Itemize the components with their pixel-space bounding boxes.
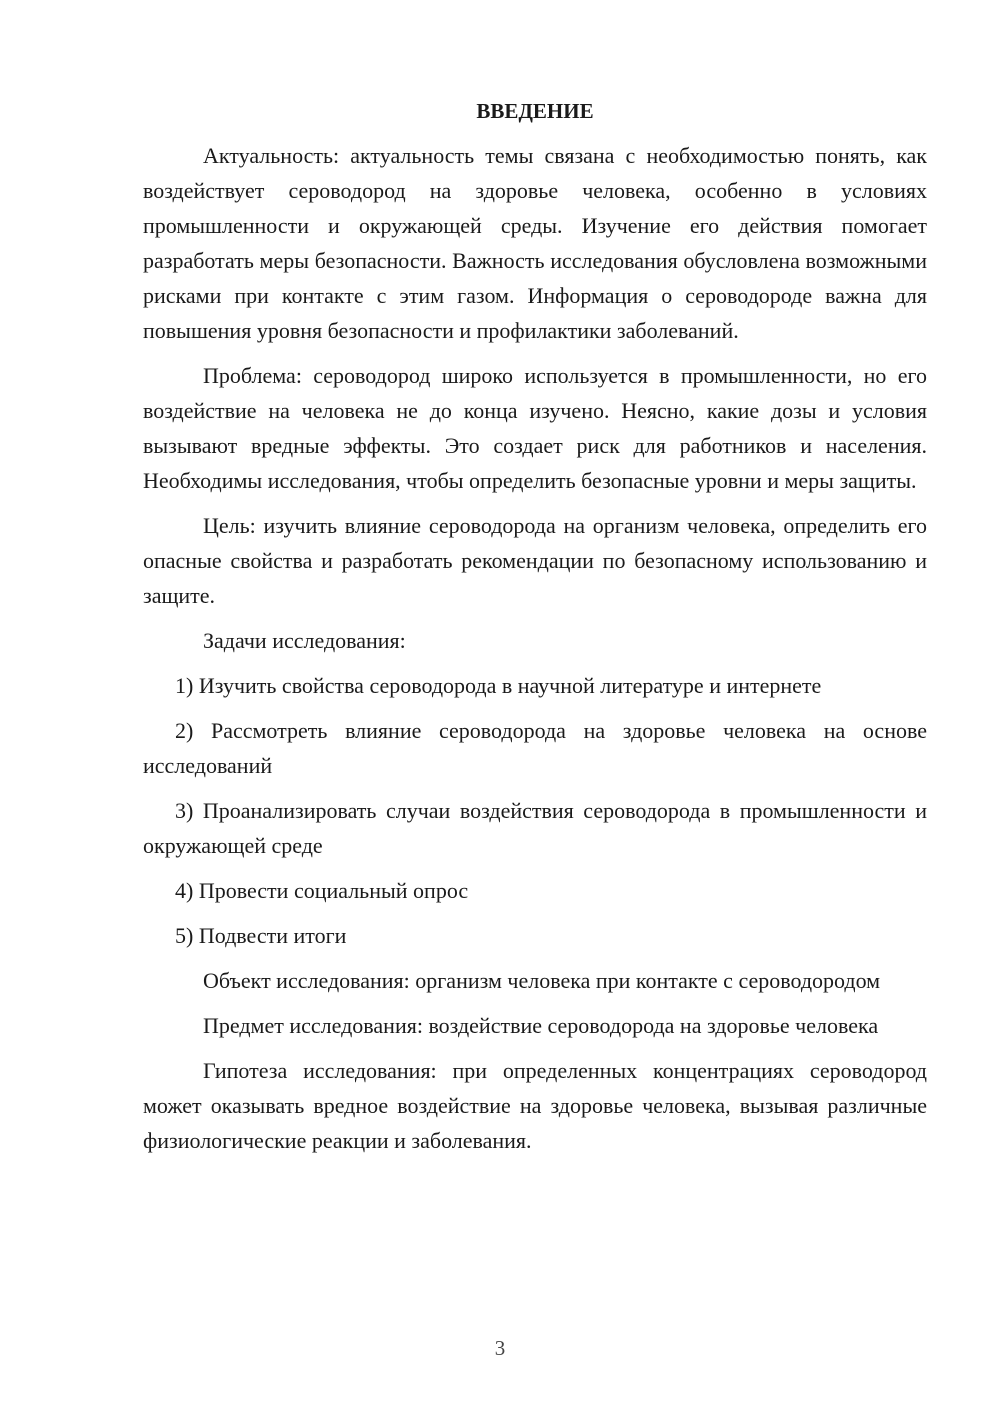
tasks-title: Задачи исследования: [203, 628, 406, 653]
task-item-1: 1) Изучить свойства сероводорода в научной литературе и интернете [175, 673, 822, 698]
page-number: 3 [494, 1336, 506, 1360]
page-content [143, 96, 927, 1168]
object-paragraph: Объект исследования: организм человека при контакте с сероводородом [203, 968, 881, 993]
section-heading: ВВЕДЕНИЕ [476, 99, 594, 123]
task-item-3: 3) Проанализировать случаи воздействия сероводорода в промышленности и окружающей среде [143, 798, 927, 858]
hypothesis-paragraph: Гипотеза исследования: при определенных концентрациях сероводород может оказывать вредное воздействие на здоровье человека, вызывая различные физиологические реакции и заболевания. [143, 1058, 927, 1153]
task-item-5: 5) Подвести итоги [175, 923, 347, 948]
problem-paragraph: Проблема: сероводород широко используется в промышленности, но его воздействие на человека не до конца изучено. Неясно, какие дозы и условия вызывают вредные эффекты. Это создает риск для работников и населения. Необходимы исследования, чтобы определить безопасные уровни и меры защиты. [143, 363, 927, 493]
relevance-paragraph: Актуальность: актуальность темы связана с необходимостью понять, как воздействует сероводород на здоровье человека, особенно в условиях промышленности и окружающей среды. Изучение его действия помогает разработать меры безопасности. Важность исследования обусловлена возможными рисками при контакте с этим газом. Информация о сероводороде важна для повышения уровня безопасности и профилактики заболеваний. [143, 143, 927, 343]
task-item-2: 2) Рассмотреть влияние сероводорода на здоровье человека на основе исследований [143, 718, 927, 778]
task-item-4: 4) Провести социальный опрос [175, 878, 469, 903]
goal-paragraph: Цель: изучить влияние сероводорода на организм человека, определить его опасные свойства и разработать рекомендации по безопасному использованию и защите. [143, 513, 927, 608]
subject-paragraph: Предмет исследования: воздействие сероводорода на здоровье человека [203, 1013, 879, 1038]
